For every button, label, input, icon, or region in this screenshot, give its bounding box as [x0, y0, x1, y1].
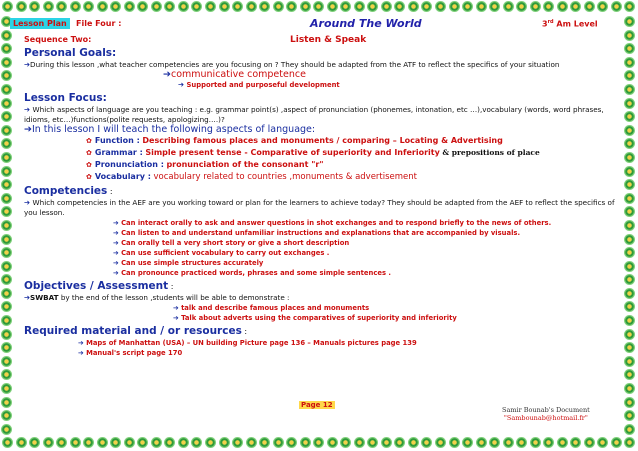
flower-icon	[340, 1, 351, 12]
flower-icon	[624, 98, 635, 109]
arrow-icon: ➔	[24, 60, 31, 69]
flower-icon	[1, 193, 12, 204]
flower-icon	[624, 437, 635, 448]
flower-icon	[624, 152, 635, 163]
arrow-icon: ➔	[113, 239, 122, 247]
competencies-heading: Competencies :	[24, 185, 113, 197]
flower-icon	[205, 437, 216, 448]
objective-item: ➔ talk and describe famous places and monuments	[173, 304, 370, 312]
flower-icon	[503, 1, 514, 12]
flower-icon	[624, 16, 635, 27]
personal-goals-heading: Personal Goals:	[24, 47, 117, 59]
competency-item: ➔ Can pronounce practiced words, phrases and some simple sentences .	[113, 269, 391, 277]
flower-icon	[624, 220, 635, 231]
flower-bullet-icon: ✿	[86, 149, 92, 157]
objective-item: ➔ Talk about adverts using the comparatives of superiority and inferiority	[173, 314, 457, 322]
left-flower-border	[1, 14, 15, 437]
flower-icon	[1, 179, 12, 190]
flower-icon	[624, 111, 635, 122]
flower-icon	[1, 274, 12, 285]
personal-goals-question: ➔During this lesson ,what teacher competencies are you focusing on ? They should be adapted from the ATF to reflect the specifics of your situation	[24, 60, 560, 69]
flower-icon	[584, 1, 595, 12]
lesson-focus-question: ➔ Which aspects of language are you teaching : e.g. grammar point(s) ,aspect of pronunciation (phonemes, intonation, etc …),vocabulary (words, word phrases, idioms, etc…)functions(polite requests, apologizing….)?	[24, 105, 604, 124]
function-row: ✿ Function : Describing famous places and monuments / comparing – Locating & Advertising	[86, 136, 503, 145]
flower-icon	[354, 1, 365, 12]
flower-icon	[624, 234, 635, 245]
flower-icon	[381, 437, 392, 448]
flower-icon	[503, 437, 514, 448]
flower-icon	[611, 437, 622, 448]
flower-icon	[124, 1, 135, 12]
flower-icon	[97, 1, 108, 12]
material-item: ➔ Maps of Manhattan (USA) – UN building Picture page 136 – Manuals pictures page 139	[78, 339, 417, 347]
arrow-icon: ➔	[113, 249, 122, 257]
flower-icon	[313, 1, 324, 12]
flower-icon	[246, 1, 257, 12]
grammar-row: ✿ Grammar : Simple present tense - Comparative of superiority and Inferiority & prepositions of place	[86, 148, 540, 157]
lesson-focus-intro: ➔In this lesson I will teach the following aspects of language:	[24, 124, 316, 135]
flower-icon	[1, 98, 12, 109]
flower-icon	[354, 437, 365, 448]
level-label: 3rd Am Level	[542, 19, 598, 29]
flower-icon	[624, 274, 635, 285]
personal-goal-item: ➔communicative competence	[163, 69, 306, 80]
lesson-plan-label: Lesson Plan	[10, 18, 70, 29]
flower-icon	[273, 1, 284, 12]
arrow-icon: ➔	[24, 198, 33, 207]
flower-icon	[1, 138, 12, 149]
flower-icon	[327, 437, 338, 448]
competency-item: ➔ Can orally tell a very short story or give a short description	[113, 239, 350, 247]
flower-icon	[178, 1, 189, 12]
flower-icon	[313, 437, 324, 448]
flower-icon	[191, 437, 202, 448]
flower-icon	[624, 329, 635, 340]
flower-icon	[624, 166, 635, 177]
arrow-icon: ➔	[113, 269, 122, 277]
flower-icon	[1, 220, 12, 231]
flower-icon	[624, 342, 635, 353]
flower-icon	[300, 437, 311, 448]
arrow-icon: ➔	[173, 304, 182, 312]
flower-icon	[1, 369, 12, 380]
flower-icon	[624, 247, 635, 258]
flower-bullet-icon: ✿	[86, 161, 92, 169]
header	[13, 16, 620, 34]
sequence-label: Sequence Two:	[24, 35, 92, 44]
flower-icon	[624, 301, 635, 312]
flower-icon	[205, 1, 216, 12]
flower-icon	[624, 1, 635, 12]
flower-icon	[597, 437, 608, 448]
flower-icon	[1, 356, 12, 367]
flower-icon	[2, 1, 13, 12]
flower-icon	[624, 315, 635, 326]
author-credit: Samir Bounab's Document "Sambounab@hotmail.fr"	[502, 406, 590, 422]
flower-icon	[29, 437, 40, 448]
flower-icon	[43, 437, 54, 448]
flower-icon	[624, 84, 635, 95]
flower-icon	[624, 193, 635, 204]
flower-icon	[29, 1, 40, 12]
flower-icon	[259, 1, 270, 12]
flower-icon	[1, 342, 12, 353]
sequence-name: Listen & Speak	[290, 35, 367, 45]
arrow-icon: ➔	[24, 105, 33, 114]
flower-icon	[16, 437, 27, 448]
arrow-icon: ➔	[113, 219, 122, 227]
flower-icon	[624, 383, 635, 394]
sequence-row	[18, 35, 620, 47]
flower-icon	[110, 1, 121, 12]
flower-icon	[83, 1, 94, 12]
flower-icon	[367, 437, 378, 448]
flower-icon	[246, 437, 257, 448]
objectives-intro: ➔SWBAT by the end of the lesson ,students will be able to demonstrate :	[24, 293, 290, 302]
flower-icon	[557, 1, 568, 12]
flower-icon	[70, 1, 81, 12]
flower-icon	[624, 138, 635, 149]
competency-item: ➔ Can listen to and understand unfamiliar instructions and explanations that are accompanied by visuals.	[113, 229, 521, 237]
flower-icon	[408, 1, 419, 12]
flower-icon	[1, 84, 12, 95]
flower-icon	[1, 383, 12, 394]
flower-icon	[557, 437, 568, 448]
flower-icon	[273, 437, 284, 448]
bottom-flower-border	[0, 437, 638, 451]
flower-icon	[624, 30, 635, 41]
flower-icon	[449, 437, 460, 448]
flower-icon	[2, 437, 13, 448]
flower-icon	[1, 397, 12, 408]
flower-icon	[624, 410, 635, 421]
flower-icon	[394, 437, 405, 448]
flower-icon	[624, 424, 635, 435]
flower-icon	[624, 43, 635, 54]
personal-goal-item: ➔ Supported and purposeful development	[178, 80, 340, 89]
flower-icon	[259, 437, 270, 448]
competency-item: ➔ Can use sufficient vocabulary to carry out exchanges .	[113, 249, 330, 257]
flower-icon	[624, 369, 635, 380]
right-flower-border	[624, 14, 638, 437]
flower-icon	[624, 70, 635, 81]
vocabulary-row: ✿ Vocabulary : vocabulary related to countries ,monuments & advertisement	[86, 172, 418, 182]
competency-item: ➔ Can interact orally to ask and answer questions in shot exchanges and to respond briefly to the news of others.	[113, 219, 552, 227]
arrow-icon: ➔	[78, 349, 87, 357]
flower-icon	[624, 206, 635, 217]
flower-icon	[1, 166, 12, 177]
flower-icon	[164, 1, 175, 12]
flower-icon	[624, 261, 635, 272]
flower-icon	[151, 1, 162, 12]
flower-icon	[219, 1, 230, 12]
file-label: File Four :	[76, 19, 122, 28]
flower-icon	[1, 152, 12, 163]
flower-icon	[1, 288, 12, 299]
flower-icon	[597, 1, 608, 12]
lesson-plan-page	[13, 16, 620, 436]
page-number: Page 12	[301, 401, 333, 409]
flower-icon	[56, 437, 67, 448]
flower-icon	[1, 410, 12, 421]
flower-icon	[435, 437, 446, 448]
flower-icon	[137, 1, 148, 12]
flower-icon	[1, 57, 12, 68]
flower-icon	[516, 1, 527, 12]
flower-icon	[421, 437, 432, 448]
flower-icon	[151, 437, 162, 448]
objectives-heading: Objectives / Assessment :	[24, 280, 174, 292]
flower-icon	[137, 437, 148, 448]
flower-icon	[476, 1, 487, 12]
flower-icon	[1, 247, 12, 258]
flower-icon	[624, 57, 635, 68]
flower-bullet-icon: ✿	[86, 137, 92, 145]
flower-icon	[570, 437, 581, 448]
flower-icon	[219, 437, 230, 448]
pronunciation-row: ✿ Pronunciation : pronunciation of the consonant "r"	[86, 160, 324, 169]
flower-icon	[367, 1, 378, 12]
arrow-icon: ➔	[178, 80, 187, 89]
top-flower-border	[0, 1, 638, 15]
flower-icon	[124, 437, 135, 448]
flower-icon	[624, 356, 635, 367]
flower-icon	[1, 424, 12, 435]
flower-icon	[1, 315, 12, 326]
flower-icon	[1, 125, 12, 136]
flower-icon	[97, 437, 108, 448]
arrow-icon: ➔	[24, 124, 32, 135]
competencies-question: ➔ Which competencies in the AEF are you working toward or plan for the learners to achieve today? They should be adapted from the AEF to reflect the specifics of you lesson.	[24, 198, 615, 217]
flower-icon	[178, 437, 189, 448]
flower-icon	[543, 437, 554, 448]
flower-icon	[462, 437, 473, 448]
flower-icon	[624, 179, 635, 190]
flower-icon	[408, 437, 419, 448]
flower-icon	[286, 1, 297, 12]
flower-icon	[1, 301, 12, 312]
flower-icon	[489, 1, 500, 12]
competency-item: ➔ Can use simple structures accurately	[113, 259, 264, 267]
flower-icon	[530, 1, 541, 12]
flower-icon	[110, 437, 121, 448]
material-item: ➔ Manual's script page 170	[78, 349, 183, 357]
flower-icon	[300, 1, 311, 12]
arrow-icon: ➔	[173, 314, 182, 322]
flower-icon	[70, 437, 81, 448]
flower-icon	[232, 1, 243, 12]
flower-icon	[191, 1, 202, 12]
flower-icon	[43, 1, 54, 12]
flower-icon	[1, 206, 12, 217]
flower-icon	[624, 288, 635, 299]
unit-title: Around The World	[310, 17, 422, 30]
flower-icon	[1, 43, 12, 54]
arrow-icon: ➔	[113, 259, 122, 267]
flower-icon	[1, 111, 12, 122]
flower-icon	[83, 437, 94, 448]
flower-icon	[16, 1, 27, 12]
flower-icon	[1, 70, 12, 81]
flower-icon	[624, 125, 635, 136]
flower-icon	[232, 437, 243, 448]
flower-icon	[421, 1, 432, 12]
flower-icon	[164, 437, 175, 448]
arrow-icon: ➔	[24, 293, 31, 302]
flower-icon	[449, 1, 460, 12]
flower-icon	[381, 1, 392, 12]
flower-icon	[611, 1, 622, 12]
flower-icon	[435, 1, 446, 12]
flower-icon	[462, 1, 473, 12]
flower-icon	[340, 437, 351, 448]
flower-icon	[286, 437, 297, 448]
flower-icon	[56, 1, 67, 12]
arrow-icon: ➔	[163, 69, 171, 80]
flower-icon	[570, 1, 581, 12]
arrow-icon: ➔	[78, 339, 87, 347]
flower-icon	[327, 1, 338, 12]
flower-icon	[1, 234, 12, 245]
flower-icon	[584, 437, 595, 448]
flower-icon	[394, 1, 405, 12]
lesson-focus-heading: Lesson Focus:	[24, 92, 107, 104]
flower-icon	[476, 437, 487, 448]
flower-icon	[624, 397, 635, 408]
materials-heading: Required material and / or resources :	[24, 325, 248, 337]
flower-icon	[530, 437, 541, 448]
flower-icon	[1, 30, 12, 41]
flower-icon	[1, 329, 12, 340]
flower-icon	[516, 437, 527, 448]
flower-icon	[489, 437, 500, 448]
flower-bullet-icon: ✿	[86, 173, 92, 181]
flower-icon	[543, 1, 554, 12]
flower-icon	[1, 261, 12, 272]
arrow-icon: ➔	[113, 229, 122, 237]
